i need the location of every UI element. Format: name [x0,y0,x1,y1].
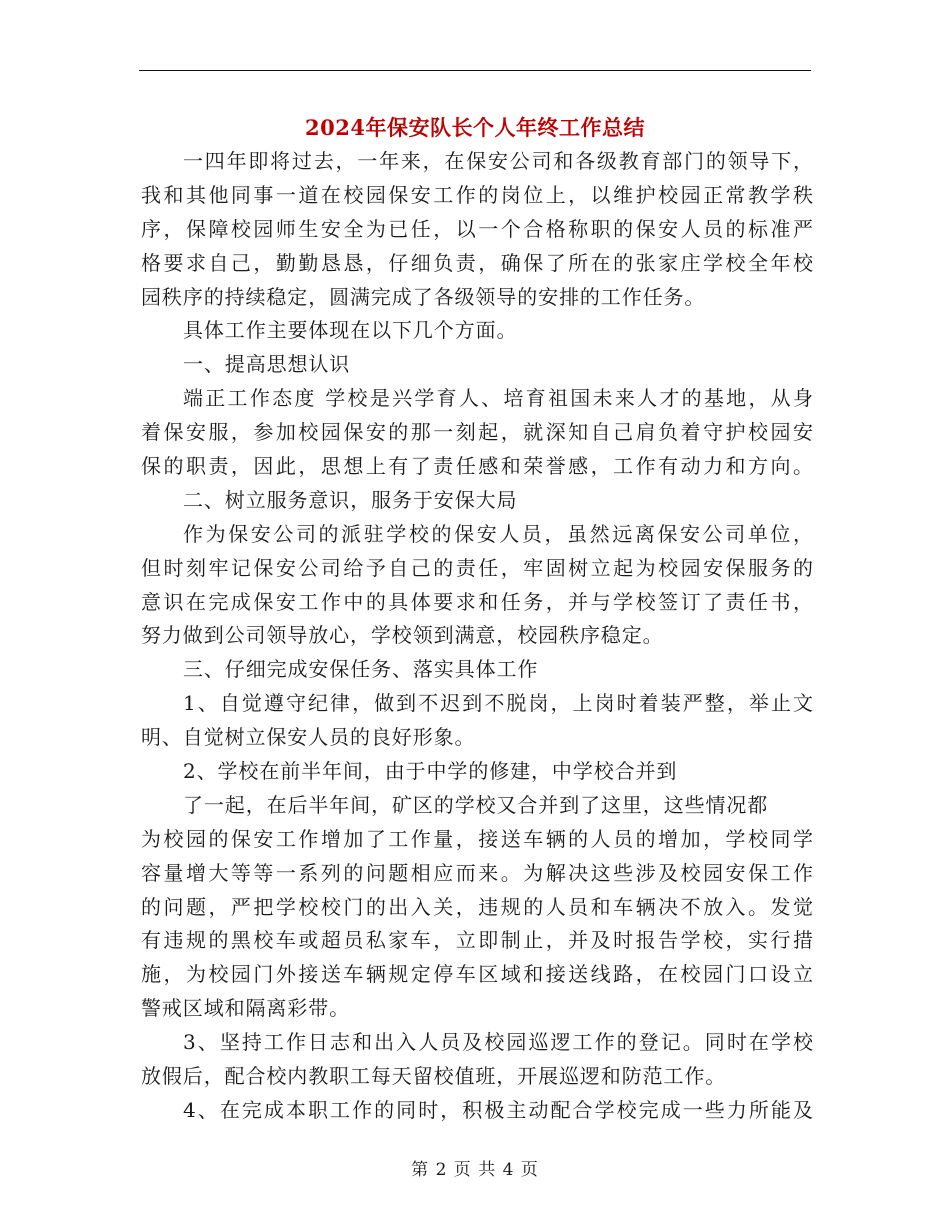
body-line: 努力做到公司领导放心，学校领到满意，校园秩序稳定。 [141,623,664,648]
body-line: 着保安服，参加校园保安的那一刻起，就深知自己肩负着守护校园安 [141,420,813,445]
body-line: 园秩序的持续稳定，圆满完成了各级领导的安排的工作任务。 [141,284,706,309]
body-line: 1、自觉遵守纪律，做到不迟到不脱岗，上岗时着装严整，举止文 [183,691,813,716]
body-line: 3、坚持工作日志和出入人员及校园巡逻工作的登记。同时在学校 [183,1030,813,1055]
body-line: 为校园的保安工作增加了工作量，接送车辆的人员的增加，学校同学 [141,826,813,851]
section-heading: 二、树立服务意识，服务于安保大局 [183,487,518,512]
body-line: 的问题，严把学校校门的出入关，违规的人员和车辆决不放入。发觉 [141,894,813,919]
body-line: 4、在完成本职工作的同时，积极主动配合学校完成一些力所能及 [183,1097,813,1122]
body-line: 具体工作主要体现在以下几个方面。 [183,318,518,343]
body-line: 格要求自己，勤勤恳恳，仔细负责，确保了所在的张家庄学校全年校 [141,250,813,275]
body-line: 保的职责，因此，思想上有了责任感和荣誉感，工作有动力和方向。 [141,454,813,479]
body-line: 明、自觉树立保安人员的良好形象。 [141,725,476,750]
document-body [141,145,813,1128]
body-line: 我和其他同事一道在校园保安工作的岗位上，以维护校园正常教学秩 [141,182,813,207]
body-line: 一四年即将过去，一年来，在保安公司和各级教育部门的领导下， [183,149,813,173]
body-line: 序，保障校园师生安全为已任，以一个合格称职的保安人员的标准严 [141,216,813,241]
body-line: 端正工作态度 学校是兴学育人、培育祖国未来人才的基地，从身 [183,386,813,411]
body-line: 容量增大等等一系列的问题相应而来。为解决这些涉及校园安保工作 [141,860,813,885]
section-heading: 三、仔细完成安保任务、落实具体工作 [183,657,539,682]
section-heading: 一、提高思想认识 [183,352,351,377]
body-line: 意识在完成保安工作中的具体要求和任务，并与学校签订了责任书， [141,589,813,614]
document-title: 2024年保安队长个人年终工作总结 [305,115,645,140]
body-line: 但时刻牢记保安公司给予自己的责任，牢固树立起为校园安保服务的 [141,555,813,580]
body-line: 2、学校在前半年间，由于中学的修建，中学校合并到 [183,759,678,784]
body-line: 放假后，配合校内教职工每天留校值班，开展巡逻和防范工作。 [141,1064,727,1089]
body-line: 了一起，在后半年间，矿区的学校又合并到了这里，这些情况都 [183,792,769,817]
body-line: 作为保安公司的派驻学校的保安人员，虽然远离保安公司单位， [183,521,813,546]
body-line: 施，为校园门外接送车辆规定停车区域和接送线路，在校园门口设立 [141,962,813,987]
header-rule [139,70,811,71]
page-number: 第 2 页 共 4 页 [411,1160,539,1180]
body-line: 有违规的黑校车或超员私家车，立即制止，并及时报告学校，实行措 [141,928,813,953]
body-line: 警戒区域和隔离彩带。 [141,996,350,1021]
